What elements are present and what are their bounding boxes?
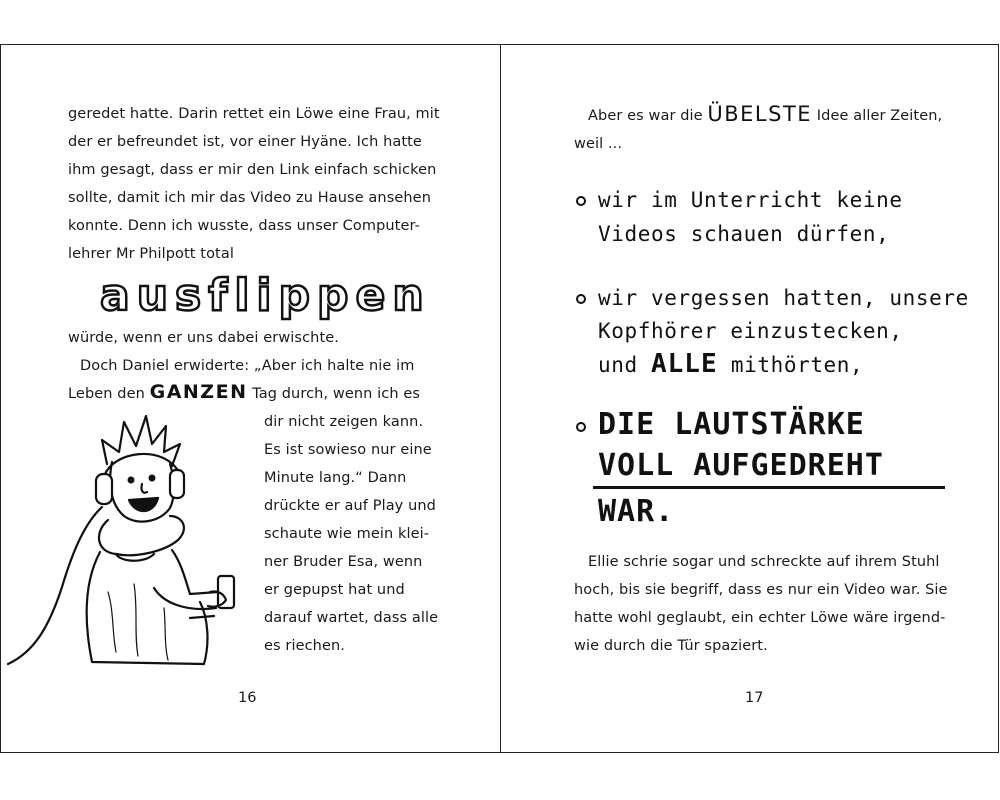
- shout-line: DIE LAUTSTÄRKE: [598, 407, 865, 442]
- text-span: Idee aller Zeiten,: [816, 108, 943, 124]
- caps-word-ubelste: ÜBELSTE: [707, 102, 813, 126]
- handwritten-line-alle: [598, 348, 863, 382]
- big-word-ausflippen: ausflippen: [100, 270, 431, 321]
- page-number: 16: [238, 690, 257, 706]
- text-line: geredet hatte. Darin rettet ein Löwe eine Frau, mit: [68, 106, 440, 122]
- text-line: ner Bruder Esa, wenn: [264, 554, 423, 570]
- boy-with-headphones-illustration: [4, 412, 254, 674]
- text-line: würde, wenn er uns dabei erwischte.: [68, 330, 339, 346]
- text-line: konnte. Denn ich wusste, dass unser Computer-: [68, 218, 420, 234]
- text-line: Es ist sowieso nur eine: [264, 442, 432, 458]
- page-number: 17: [745, 690, 764, 706]
- text-line: schaute wie mein klei-: [264, 526, 430, 542]
- text-line: der er befreundet ist, vor einer Hyäne. Ich hatte: [68, 134, 422, 150]
- underline-stroke: [593, 486, 945, 489]
- text-line: hoch, bis sie begriff, dass es nur ein Video war. Sie: [574, 582, 948, 598]
- text-span: mithörten,: [730, 353, 864, 377]
- text-span: Leben den: [68, 386, 145, 402]
- text-line: weil ...: [574, 136, 623, 152]
- text-span: Tag durch, wenn ich es: [252, 386, 421, 402]
- text-line: Minute lang.“ Dann: [264, 470, 407, 486]
- text-line: wie durch die Tür spaziert.: [574, 638, 768, 654]
- text-line: sollte, damit ich mir das Video zu Hause ansehen: [68, 190, 431, 206]
- text-line: lehrer Mr Philpott total: [68, 246, 234, 262]
- bullet-point: [576, 294, 586, 304]
- text-line: er gepupst hat und: [264, 582, 405, 598]
- text-line-ganzen: [68, 382, 420, 404]
- text-line-intro: [588, 104, 942, 126]
- text-span: und: [598, 353, 638, 377]
- caps-word-ganzen: GANZEN: [149, 381, 248, 403]
- text-line: es riechen.: [264, 638, 345, 654]
- shout-line: WAR.: [598, 494, 675, 529]
- text-line: Ellie schrie sogar und schreckte auf ihrem Stuhl: [588, 554, 940, 570]
- text-line: ihm gesagt, dass er mir den Link einfach schicken: [68, 162, 437, 178]
- handwritten-line: Kopfhörer einzustecken,: [598, 319, 903, 343]
- bullet-point: [576, 422, 586, 432]
- text-line: dir nicht zeigen kann.: [264, 414, 424, 430]
- text-line: drückte er auf Play und: [264, 498, 436, 514]
- text-span: Aber es war die: [588, 108, 703, 124]
- text-line: Doch Daniel erwiderte: „Aber ich halte nie im: [80, 358, 415, 374]
- shout-line: VOLL AUFGEDREHT: [598, 448, 884, 483]
- text-line: hatte wohl geglaubt, ein echter Löwe wäre irgend-: [574, 610, 946, 626]
- bullet-point: [576, 196, 586, 206]
- caps-word-alle: ALLE: [650, 349, 718, 379]
- handwritten-line: Videos schauen dürfen,: [598, 222, 890, 246]
- handwritten-line: wir vergessen hatten, unsere: [598, 286, 969, 310]
- handwritten-line: wir im Unterricht keine: [598, 188, 903, 212]
- book-spine: [500, 44, 501, 753]
- text-line: darauf wartet, dass alle: [264, 610, 439, 626]
